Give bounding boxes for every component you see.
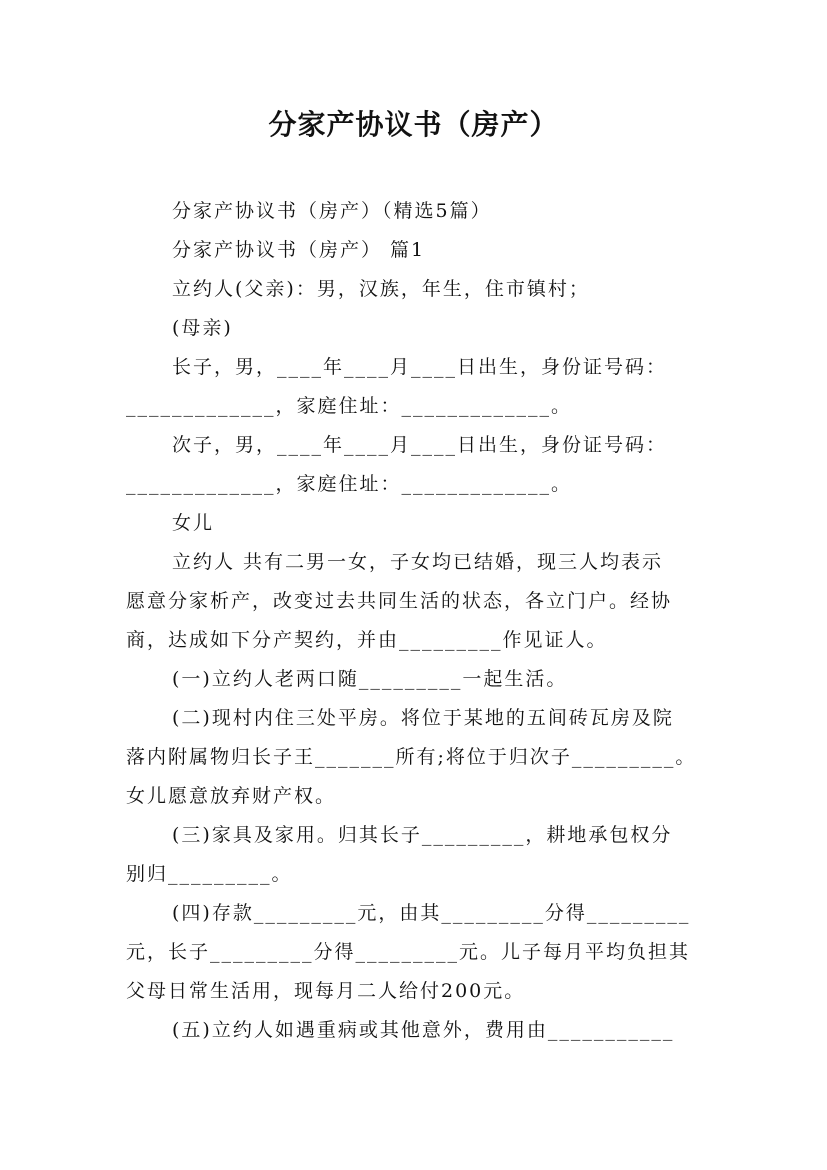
- text-line: 女儿愿意放弃财产权。: [126, 785, 337, 807]
- document-title: 分家产协议书（房产）: [268, 108, 559, 141]
- text-line: 别归_________。: [126, 863, 293, 885]
- text-line: 分家产协议书（房产） 篇1: [172, 239, 426, 261]
- text-line: 长子，男，____年____月____日出生，身份证号码：: [172, 356, 668, 378]
- text-line: (五)立约人如遇重病或其他意外，费用由___________: [172, 1019, 675, 1041]
- text-line: 次子，男，____年____月____日出生，身份证号码：: [172, 434, 668, 456]
- text-line: 愿意分家析产，改变过去共同生活的状态，各立门户。经协: [126, 590, 673, 612]
- text-line: 女儿: [172, 512, 215, 534]
- text-line: 立约人(父亲)：男，汉族，年生，住市镇村；: [172, 278, 590, 300]
- text-line: (一)立约人老两口随_________一起生活。: [172, 668, 568, 690]
- text-line: _____________，家庭住址：_____________。: [126, 395, 573, 417]
- text-line: (二)现村内住三处平房。将位于某地的五间砖瓦房及院: [172, 707, 674, 729]
- text-line: (三)家具及家用。归其长子_________，耕地承包权分: [172, 824, 673, 846]
- text-line: 商，达成如下分产契约，并由_________作见证人。: [126, 629, 608, 651]
- text-line: 分家产协议书（房产）（精选5篇）: [172, 200, 492, 222]
- text-line: 立约人 共有二男一女，子女均已结婚，现三人均表示: [172, 551, 664, 573]
- text-line: _____________，家庭住址：_____________。: [126, 473, 573, 495]
- text-line: 父母日常生活用，现每月二人给付200元。: [126, 980, 526, 1002]
- text-line: 落内附属物归长子王_______所有;将位于归次子_________。: [126, 746, 697, 768]
- text-line: 元，长子_________分得_________元。儿子每月平均负担其: [126, 941, 691, 963]
- text-line: (母亲): [172, 317, 233, 339]
- text-line: (四)存款_________元，由其_________分得_________: [172, 902, 691, 924]
